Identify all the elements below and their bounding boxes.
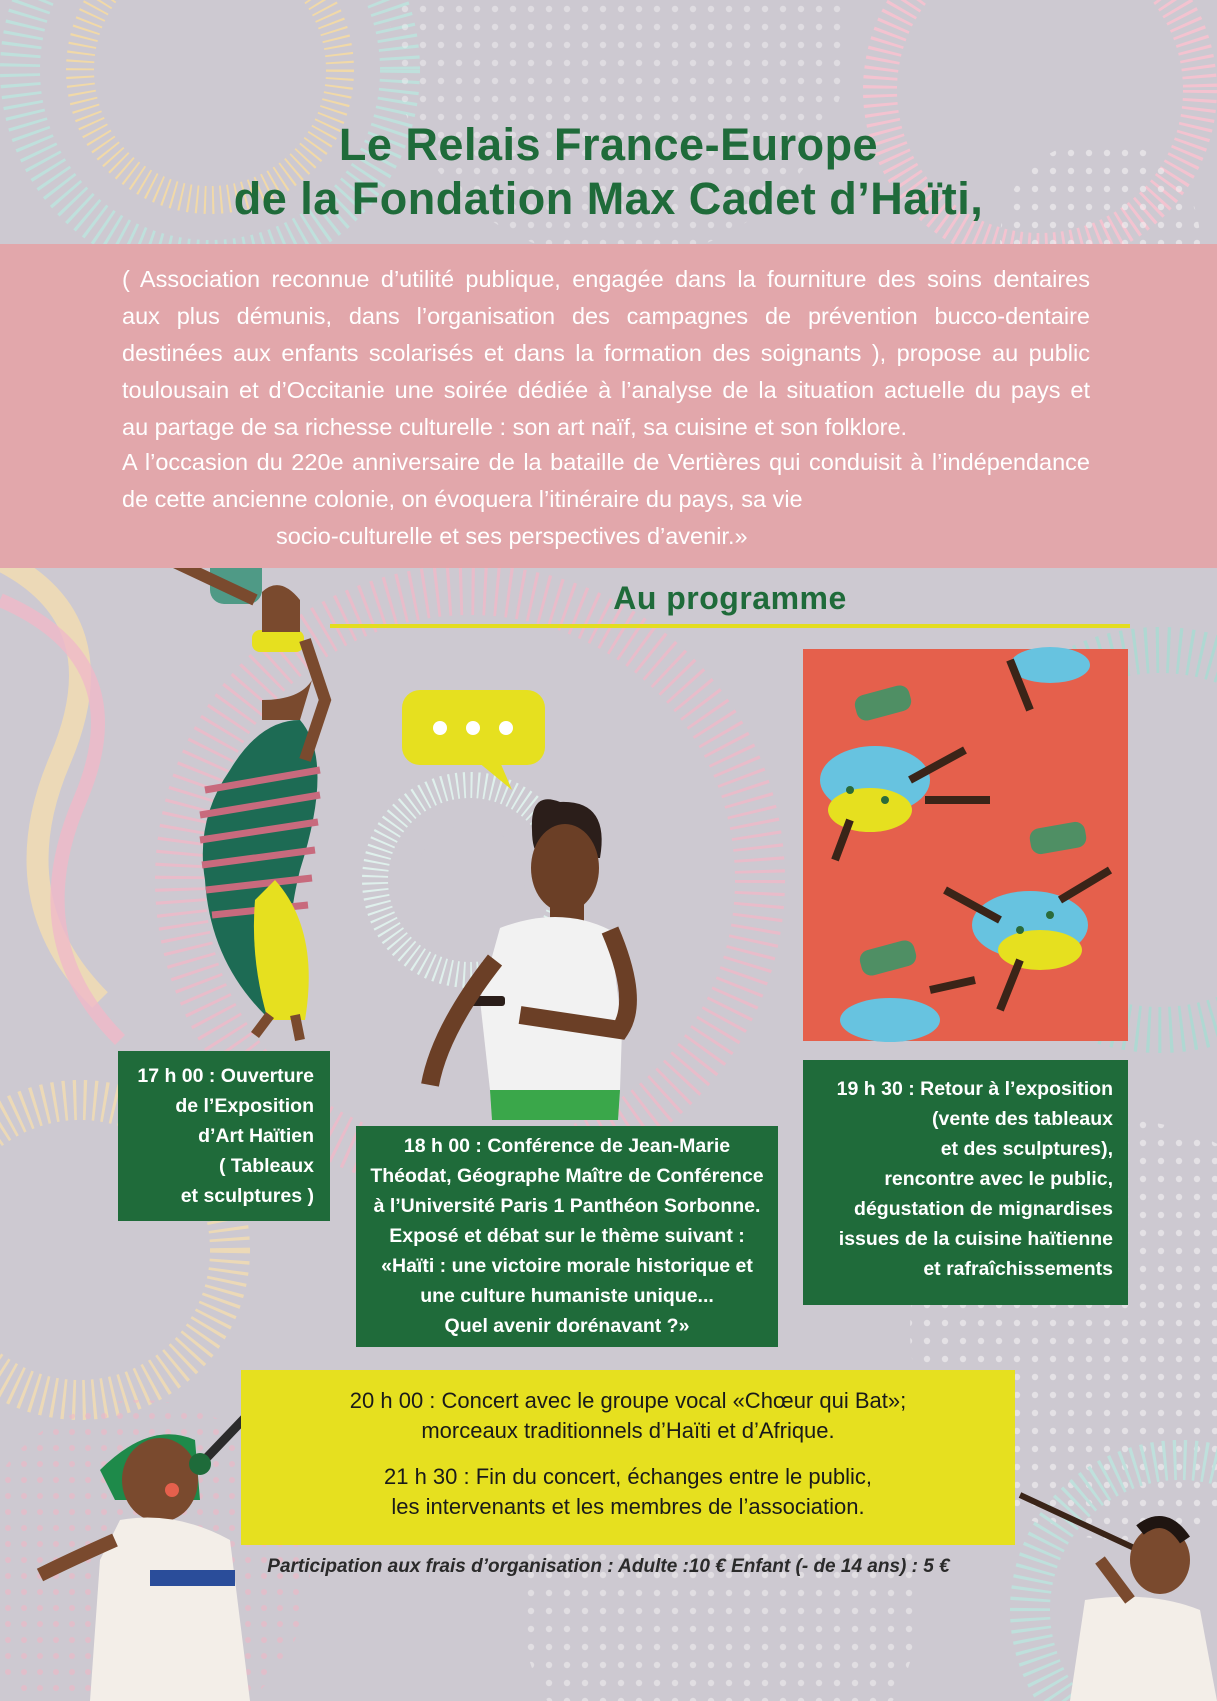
event-1700-line: de l’Exposition bbox=[175, 1095, 314, 1117]
haitian-naive-art-painting bbox=[803, 647, 1128, 1042]
intro-text-line: ( Association reconnue d’utilité publique, engagée dans la fourniture des soins dentaires bbox=[122, 266, 1090, 292]
event-1800-line: à l’Université Paris 1 Panthéon Sorbonne. bbox=[373, 1195, 761, 1217]
event-1930-line: rencontre avec le public, bbox=[884, 1168, 1113, 1190]
intro-text-line: toulousain et d’Occitanie une soirée dédiée à l’analyse de la situation actuelle du pays et bbox=[122, 377, 1090, 403]
event-2130-line: les intervenants et les membres de l’association. bbox=[391, 1494, 865, 1519]
program-heading-underline bbox=[330, 624, 1130, 628]
intro-text-line: destinées aux enfants scolarisés et dans la formation des soignants ), propose au public bbox=[122, 340, 1090, 366]
program-heading: Au programme bbox=[613, 580, 847, 616]
main-title-line-1: Le Relais France-Europe bbox=[338, 119, 879, 170]
event-1800-box bbox=[356, 1126, 778, 1347]
event-1930-line: et des sculptures), bbox=[940, 1138, 1113, 1160]
event-1700-box bbox=[118, 1051, 330, 1221]
intro-text-line: de cette ancienne colonie, on évoquera l’itinéraire du pays, sa vie bbox=[122, 486, 803, 512]
participation-fees: Participation aux frais d’organisation : Adulte :10 € Enfant (- de 14 ans) : 5 € bbox=[267, 1556, 950, 1577]
evening-events-box bbox=[241, 1370, 1015, 1545]
event-1930-line: dégustation de mignardises bbox=[854, 1198, 1113, 1220]
event-1930-line: et rafraîchissements bbox=[923, 1258, 1113, 1280]
event-2130-line: 21 h 30 : Fin du concert, échanges entre le public, bbox=[384, 1464, 872, 1489]
event-2000-line: 20 h 00 : Concert avec le groupe vocal «Chœur qui Bat»; bbox=[349, 1388, 907, 1413]
event-1930-box bbox=[803, 1060, 1128, 1305]
event-2000-line: morceaux traditionnels d’Haïti et d’Afrique. bbox=[421, 1418, 835, 1443]
event-1800-line: Exposé et débat sur le thème suivant : bbox=[389, 1225, 745, 1247]
intro-text-line: socio-culturelle et ses perspectives d’avenir.» bbox=[276, 523, 748, 549]
event-1800-line: 18 h 00 : Conférence de Jean-Marie bbox=[403, 1135, 731, 1157]
intro-text-line: A l’occasion du 220e anniversaire de la bataille de Vertières qui conduisit à l’indépendance bbox=[122, 449, 1090, 475]
intro-text-line: aux plus démunis, dans l’organisation des campagnes de prévention bucco-dentaire bbox=[122, 303, 1090, 329]
event-1930-line: 19 h 30 : Retour à l’exposition bbox=[836, 1078, 1113, 1100]
main-title-line-2: de la Fondation Max Cadet d’Haïti, bbox=[233, 173, 984, 224]
intro-text-line: au partage de sa richesse culturelle : son art naïf, sa cuisine et son folklore. bbox=[122, 414, 908, 440]
event-1930-line: (vente des tableaux bbox=[932, 1108, 1113, 1130]
event-1700-line: d’Art Haïtien bbox=[198, 1125, 314, 1147]
event-1800-line: «Haïti : une victoire morale historique et bbox=[381, 1255, 753, 1277]
event-1800-line: Théodat, Géographe Maître de Conférence bbox=[370, 1165, 764, 1187]
event-1700-line: et sculptures ) bbox=[180, 1185, 314, 1207]
event-1800-line: une culture humaniste unique... bbox=[420, 1285, 714, 1307]
event-1700-line: 17 h 00 : Ouverture bbox=[137, 1065, 314, 1087]
event-1700-line: ( Tableaux bbox=[219, 1155, 314, 1177]
event-1930-line: issues de la cuisine haïtienne bbox=[838, 1228, 1113, 1250]
event-1800-line: Quel avenir dorénavant ?» bbox=[444, 1315, 690, 1337]
